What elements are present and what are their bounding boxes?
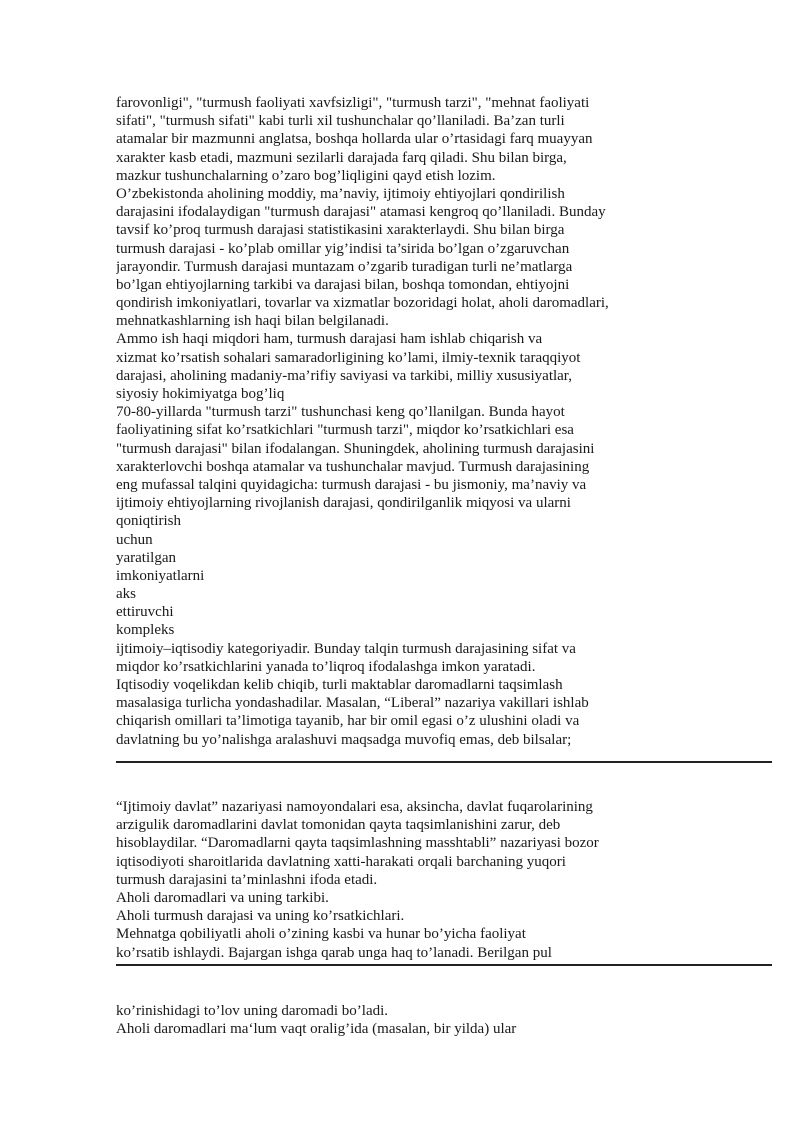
text-line: ijtimoiy ehtiyojlarning rivojlanish darajasi, qondirilganlik miqyosi va ularni — [116, 495, 571, 512]
text-line: aks — [116, 586, 136, 603]
text-line: 70-80-yillarda "turmush tarzi" tushunchasi keng qo’llanilgan. Bunda hayot — [116, 404, 565, 421]
text-line: uchun — [116, 531, 153, 548]
text-line: ko’rsatib ishlaydi. Bajargan ishga qarab unga haq to’lanadi. Berilgan pul — [116, 944, 552, 961]
text-line: "turmush darajasi" bilan ifodalangan. Shuningdek, aholining turmush darajasini — [116, 440, 595, 457]
text-line: darajasi, aholining madaniy-ma’rifiy saviyasi va tarkibi, milliy xususiyatlar, — [116, 367, 572, 384]
text-line: sifati", "turmush sifati" kabi turli xil tushunchalar qo’llaniladi. Ba’zan turli — [116, 113, 565, 130]
text-line: Aholi daromadlari ma‘lum vaqt oralig’ida (masalan, bir yilda) ular — [116, 1021, 517, 1038]
text-line: Mehnatga qobiliyatli aholi o’zining kasbi va hunar bo’yicha faoliyat — [116, 926, 526, 943]
text-line: O’zbekistonda aholining moddiy, ma’naviy, ijtimoiy ehtiyojlari qondirilish — [116, 185, 565, 202]
text-line: tavsif ko’proq turmush darajasi statistikasini xarakterlaydi. Shu bilan birga — [116, 222, 565, 239]
text-line: darajasini ifodalaydigan "turmush darajasi" atamasi kengroq qo’llaniladi. Bunday — [116, 204, 606, 221]
text-line: hisoblaydilar. “Daromadlarni qayta taqsimlashning masshtabli” nazariyasi bozor — [116, 835, 599, 852]
text-line: turmush darajasini ta’minlashni ifoda etadi. — [116, 871, 378, 888]
text-line: kompleks — [116, 622, 175, 639]
text-line: mazkur tushunchalarning o’zaro bog’liqligini qayd etish lozim. — [116, 167, 496, 184]
text-line: xarakterlovchi boshqa atamalar va tushunchalar mavjud. Turmush darajasining — [116, 458, 590, 475]
text-line: ijtimoiy–iqtisodiy kategoriyadir. Bunday talqin turmush darajasining sifat va — [116, 640, 576, 657]
text-line: bo’lgan ehtiyojlarning tarkibi va darajasi bilan, boshqa tomondan, ehtiyojni — [116, 276, 570, 293]
text-line: Iqtisodiy voqelikdan kelib chiqib, turli maktablar daromadlarni taqsimlash — [116, 677, 563, 693]
text-line: arzigulik daromadlarini davlat tomonidan qayta taqsimlanishini zarur, deb — [116, 817, 561, 834]
text-line: yaratilgan — [116, 549, 176, 566]
text-line: ko’rinishidagi to’lov uning daromadi bo’ladi. — [116, 1003, 389, 1019]
text-line: atamalar bir mazmunni anglatsa, boshqa hollarda ular o’rtasidagi farq muayyan — [116, 131, 593, 148]
page-break-rule-1 — [116, 761, 772, 763]
text-line: davlatning bu yo’nalishga aralashuvi maqsadga muvofiq emas, deb bilsalar; — [116, 731, 572, 748]
text-line: eng mufassal talqini quyidagicha: turmush darajasi - bu jismoniy, ma’naviy va — [116, 476, 587, 493]
page-break-rule-2 — [116, 964, 772, 966]
text-line: xarakter kasb etadi, mazmuni sezilarli darajada farq qiladi. Shu bilan birga, — [116, 149, 567, 166]
text-line: chiqarish omillari ta’limotiga tayanib, har bir omil egasi o’z ulushini oladi va — [116, 713, 580, 730]
text-line: ettiruvchi — [116, 604, 174, 621]
text-line: qondirish imkoniyatlari, tovarlar va xizmatlar bozoridagi holat, aholi daromadlari, — [116, 295, 609, 312]
text-block-3 — [116, 1002, 800, 1038]
text-line: Ammo ish haqi miqdori ham, turmush darajasi ham ishlab chiqarish va — [116, 331, 543, 348]
text-line: turmush darajasi - ko’plab omillar yig’indisi ta’sirida bo’lgan o’zgaruvchan — [116, 240, 570, 257]
text-block-2 — [116, 798, 800, 962]
text-line: imkoniyatlarni — [116, 567, 205, 584]
text-line: qoniqtirish — [116, 513, 182, 530]
text-line: xizmat ko’rsatish sohalari samaradorligining ko’lami, ilmiy-texnik taraqqiyot — [116, 349, 581, 366]
text-line: Aholi daromadlari va uning tarkibi. — [116, 889, 329, 906]
text-line: faoliyatining sifat ko’rsatkichlari "turmush tarzi", miqdor ko’rsatkichlari esa — [116, 422, 574, 439]
text-block-1 — [116, 94, 800, 749]
text-line: jarayondir. Turmush darajasi muntazam o’zgarib turadigan turli ne’matlarga — [116, 258, 573, 275]
text-line: “Ijtimoiy davlat” nazariyasi namoyondalari esa, aksincha, davlat fuqarolarining — [116, 799, 593, 815]
text-line: Aholi turmush darajasi va uning ko’rsatkichlari. — [116, 908, 405, 925]
text-line: miqdor ko’rsatkichlarini yanada to’liqroq ifodalashga imkon yaratadi. — [116, 658, 536, 675]
text-line: masalasiga turlicha yondashadilar. Masalan, “Liberal” nazariya vakillari ishlab — [116, 695, 589, 712]
text-line: farovonligi", "turmush faoliyati xavfsizligi", "turmush tarzi", "mehnat faoliyati — [116, 95, 590, 111]
text-line: siyosiy hokimiyatga bog’liq — [116, 386, 285, 402]
text-line: iqtisodiyoti sharoitlarida davlatning xatti-harakati orqali barchaning yuqori — [116, 853, 566, 870]
text-line: mehnatkashlarning ish haqi bilan belgilanadi. — [116, 313, 389, 330]
